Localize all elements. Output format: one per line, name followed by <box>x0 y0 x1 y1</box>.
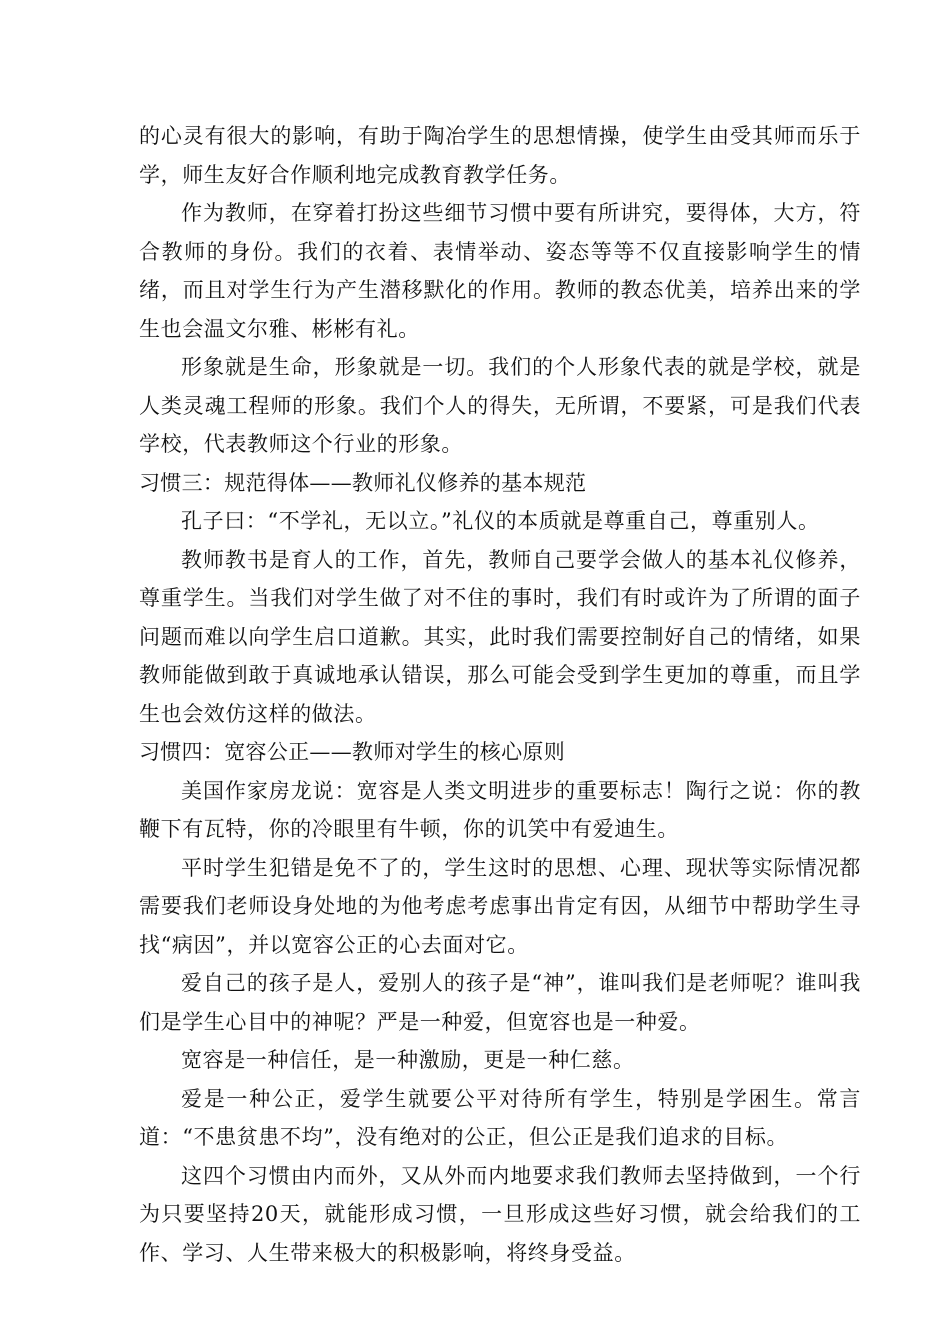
paragraph-continuation: 的心灵有很大的影响，有助于陶冶学生的思想情操，使学生由受其师而乐于学，师生友好合作顺利地完成教育教学任务。 <box>139 124 861 187</box>
heading-habit-three: 习惯三：规范得体——教师礼仪修养的基本规范 <box>139 470 587 495</box>
paragraph-conclusion: 这四个习惯由内而外，又从外而内地要求我们教师去坚持做到，一个行为只要坚持20天，就能形成习惯，一旦形成这些好习惯，就会给我们的工作、学习、人生带来极大的积极影响，将终身受益。 <box>139 1163 861 1265</box>
document-body <box>139 117 861 1272</box>
paragraph-student-mistakes: 平时学生犯错是免不了的，学生这时的思想、心理、现状等实际情况都需要我们老师设身处地的为他考虑考虑事出肯定有因，从细节中帮助学生寻找“病因”，并以宽容公正的心去面对它。 <box>139 855 861 957</box>
paragraph-love-children: 爱自己的孩子是人，爱别人的孩子是“神”，谁叫我们是老师呢？谁叫我们是学生心目中的神呢？严是一种爱，但宽容也是一种爱。 <box>139 971 861 1034</box>
paragraph-respect-students: 教师教书是育人的工作，首先，教师自己要学会做人的基本礼仪修养，尊重学生。当我们对学生做了对不住的事时，我们有时或许为了所谓的面子问题而难以向学生启口道歉。其实，此时我们需要控制好自己的情绪，如果教师能做到敢于真诚地承认错误，那么可能会受到学生更加的尊重，而且学生也会效仿这样的做法。 <box>139 547 861 726</box>
paragraph-tolerance-trust: 宽容是一种信任，是一种激励，更是一种仁慈。 <box>181 1048 635 1072</box>
heading-habit-four: 习惯四：宽容公正——教师对学生的核心原则 <box>139 740 565 764</box>
paragraph-tolerance-quote: 美国作家房龙说：宽容是人类文明进步的重要标志！陶行之说：你的教鞭下有瓦特，你的冷眼里有牛顿，你的讥笑中有爱迪生。 <box>139 778 861 841</box>
paragraph-confucius-quote: 孔子曰：“不学礼，无以立。”礼仪的本质就是尊重自己，尊重别人。 <box>181 509 820 533</box>
paragraph-teacher-attire: 作为教师，在穿着打扮这些细节习惯中要有所讲究，要得体，大方，符合教师的身份。我们的衣着、表情举动、姿态等等不仅直接影响学生的情绪，而且对学生行为产生潜移默化的作用。教师的教态优美，培养出来的学生也会温文尔雅、彬彬有礼。 <box>139 201 861 341</box>
paragraph-image-is-life: 形象就是生命，形象就是一切。我们的个人形象代表的就是学校，就是人类灵魂工程师的形象。我们个人的得失，无所谓，不要紧，可是我们代表学校，代表教师这个行业的形象。 <box>139 355 861 456</box>
paragraph-love-fairness: 爱是一种公正，爱学生就要公平对待所有学生，特别是学困生。常言道：“不患贫患不均”，没有绝对的公正，但公正是我们追求的目标。 <box>139 1086 861 1149</box>
